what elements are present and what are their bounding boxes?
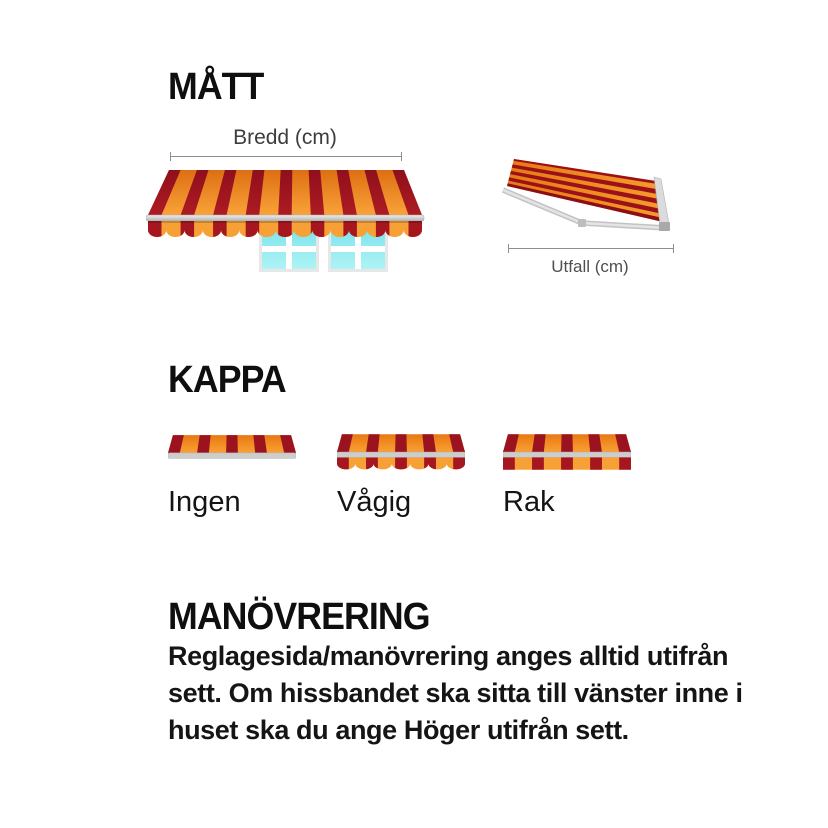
projection-dimension-line: [508, 244, 674, 253]
profile-foot-icon: [659, 222, 670, 231]
manovrering-line-1: Reglagesida/manövrering anges alltid utifrån: [168, 641, 729, 671]
kappa-option-label-vagig: Vågig: [337, 486, 412, 518]
section-heading-matt: MÅTT: [168, 66, 264, 108]
manovrering-line-2: sett. Om hissbandet ska sitta till vänster inne i: [168, 678, 743, 708]
section-heading-kappa: KAPPA: [168, 359, 286, 401]
width-dimension-line: [170, 152, 402, 161]
kappa-ingen-icon: [168, 434, 296, 460]
awning-front-icon: [146, 164, 426, 276]
section-heading-manovrering: MANÖVRERING: [168, 596, 430, 638]
manovrering-description: [168, 638, 743, 749]
awning-side-icon: [496, 150, 676, 250]
kappa-option-label-ingen: Ingen: [168, 486, 241, 518]
manovrering-line-3: huset ska du ange Höger utifrån sett.: [168, 715, 629, 745]
projection-dimension-label: Utfall (cm): [551, 257, 629, 276]
kappa-vagig-icon: [337, 433, 465, 475]
kappa-option-label-rak: Rak: [503, 486, 555, 518]
width-dimension-label: Bredd (cm): [233, 126, 337, 149]
kappa-rak-icon: [503, 433, 631, 471]
arm-joint-icon: [578, 219, 586, 227]
